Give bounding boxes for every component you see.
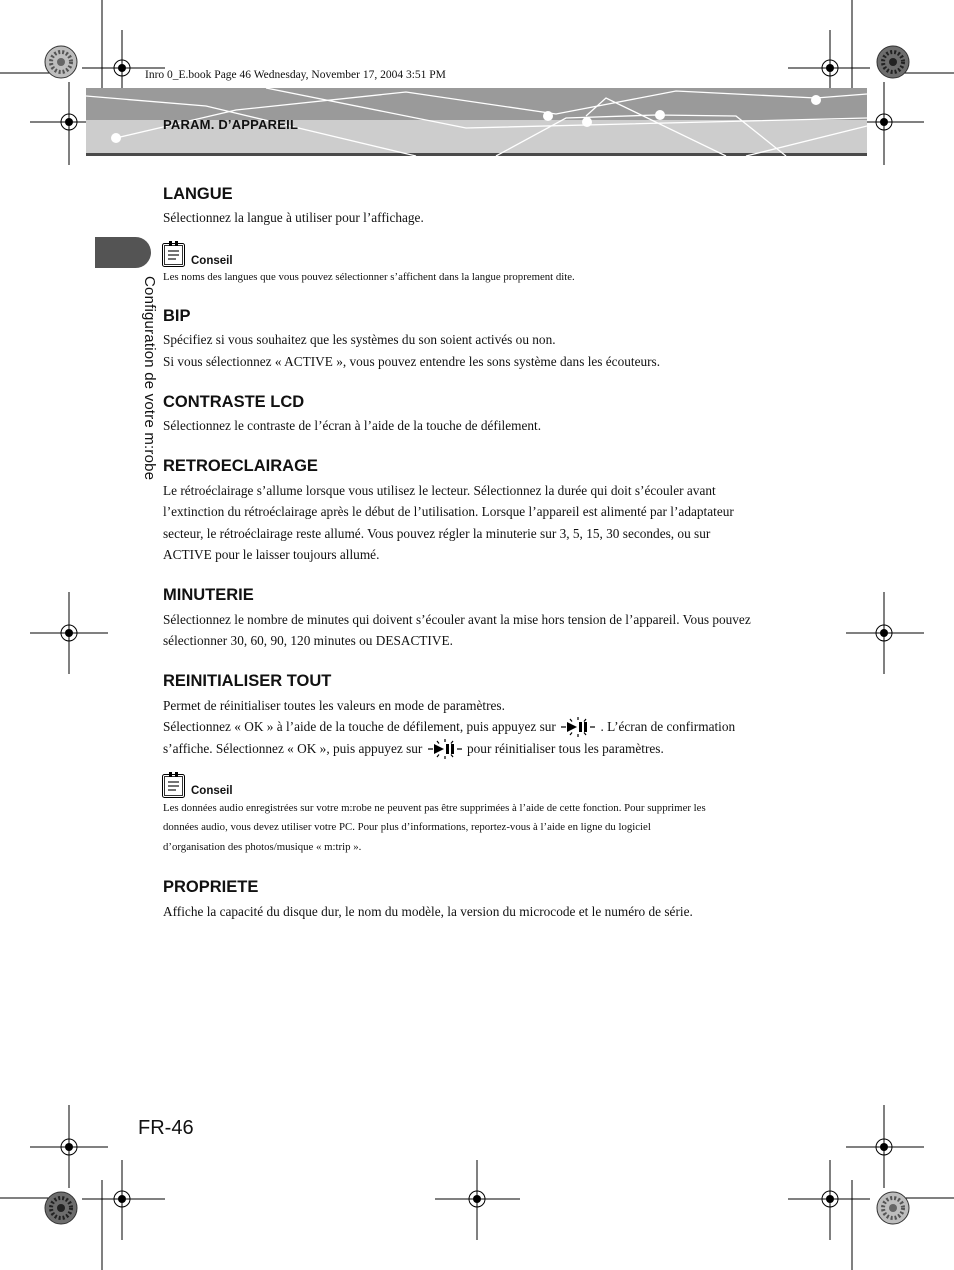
heading-bip: BIP: [163, 307, 191, 325]
retro-text-line: l’extinction du rétroéclairage après le début de l’utilisation. Lorsque l’appareil est alimenté par l’adaptateur: [163, 504, 734, 519]
play-pause-button-icon: [428, 739, 462, 759]
tip-label: Conseil: [191, 255, 233, 267]
section-header: PARAM. D’APPAREIL: [163, 117, 299, 132]
bip-text-line: Si vous sélectionnez « ACTIVE », vous pouvez entendre les sons système dans les écouteurs.: [163, 354, 661, 369]
tip-label: Conseil: [191, 785, 233, 797]
reinit-text-segment: pour réinitialiser tous les paramètres.: [467, 741, 664, 756]
play-pause-button-icon: [561, 717, 595, 737]
heading-retroeclairage: RETROECLAIRAGE: [163, 457, 318, 475]
tip-text-line: données audio, vous devez utiliser votre PC. Pour plus d’informations, reportez-vous à l’aide en ligne du logiciel: [163, 821, 651, 833]
heading-minuterie: MINUTERIE: [163, 586, 254, 604]
retro-text-line: ACTIVE pour le laisser toujours allumé.: [163, 547, 380, 562]
heading-propriete: PROPRIETE: [163, 878, 259, 896]
reinit-text-line: [163, 716, 735, 738]
tip-text: Les noms des langues que vous pouvez sélectionner s’affichent dans la langue proprement dite.: [163, 271, 575, 283]
tip-text-line: d’organisation des photos/musique « m:trip ».: [163, 841, 362, 853]
reinit-text-segment: Sélectionnez « OK » à l’aide de la touche de défilement, puis appuyez sur: [163, 719, 556, 734]
heading-langue: LANGUE: [163, 185, 233, 203]
retro-text-line: Le rétroéclairage s’allume lorsque vous utilisez le lecteur. Sélectionnez la durée qui doit s’écouler avant: [163, 483, 716, 498]
memo-note-icon: [162, 772, 186, 798]
print-file-info: Inro 0_E.book Page 46 Wednesday, November 17, 2004 3:51 PM: [145, 69, 446, 81]
reinit-text-segment: s’affiche. Sélectionnez « OK », puis appuyez sur: [163, 741, 423, 756]
minuterie-text-line: Sélectionnez le nombre de minutes qui doivent s’écouler avant la mise hors tension de l’appareil. Vous pouvez: [163, 612, 751, 627]
chapter-side-title: Configuration de votre m:robe: [141, 276, 158, 481]
page-number: FR-46: [138, 1117, 194, 1139]
minuterie-text-line: sélectionner 30, 60, 90, 120 minutes ou DESACTIVE.: [163, 633, 453, 648]
heading-reinitialiser-tout: REINITIALISER TOUT: [163, 672, 332, 690]
heading-contraste-lcd: CONTRASTE LCD: [163, 393, 305, 411]
reinit-text-line: [163, 738, 664, 760]
propriete-text: Affiche la capacité du disque dur, le nom du modèle, la version du microcode et le numéro de série.: [163, 904, 693, 919]
memo-note-icon: [162, 241, 186, 267]
contraste-text: Sélectionnez le contraste de l’écran à l’aide de la touche de défilement.: [163, 418, 542, 433]
retro-text-line: secteur, le rétroéclairage reste allumé. Vous pouvez régler la minuterie sur 3, 5, 15, 30 secondes, ou sur: [163, 526, 711, 541]
tip-text-line: Les données audio enregistrées sur votre m:robe ne peuvent pas être supprimées à l’aide de cette fonction. Pour supprimer les: [163, 802, 706, 814]
langue-text: Sélectionnez la langue à utiliser pour l’affichage.: [163, 210, 424, 225]
reinit-text-line: Permet de réinitialiser toutes les valeurs en mode de paramètres.: [163, 698, 505, 713]
bip-text-line: Spécifiez si vous souhaitez que les systèmes du son soient activés ou non.: [163, 332, 556, 347]
reinit-text-segment: . L’écran de confirmation: [600, 719, 736, 734]
chapter-tab: [95, 237, 151, 268]
